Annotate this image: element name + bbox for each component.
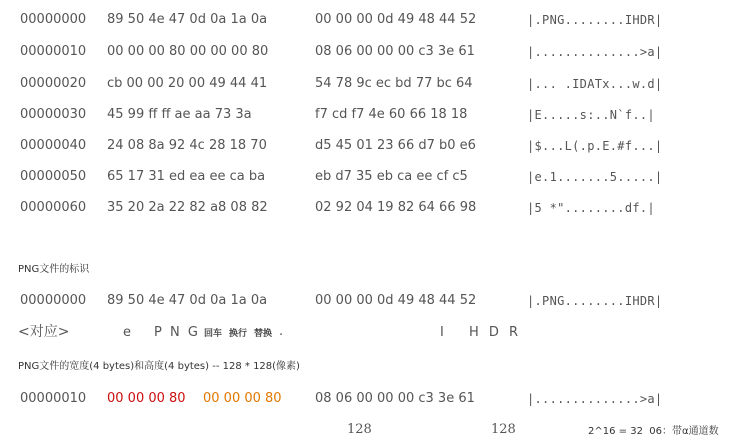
ascii-column: |5 *"........df.| xyxy=(527,201,655,215)
dump-row xyxy=(0,42,740,62)
offset: 00000000 xyxy=(20,12,87,27)
hex-group-2: 02 92 04 19 82 64 66 98 xyxy=(315,200,477,215)
hex-group-2: eb d7 35 eb ca ee cf c5 xyxy=(315,169,468,184)
offset: 00000000 xyxy=(20,293,87,308)
signature-row xyxy=(0,291,740,311)
ascii-column: |E.....s:..N`f..| xyxy=(527,108,655,122)
width-value: 128 xyxy=(347,422,372,437)
mapping-dot: . xyxy=(279,324,284,339)
hex-group-1: 89 50 4e 47 0d 0a 1a 0a xyxy=(107,12,268,27)
width-bytes: 00 00 00 80 xyxy=(107,391,186,406)
section-label-dimensions: PNG文件的宽度(4 bytes)和高度(4 bytes) -- 128 * 128(像素) xyxy=(18,361,300,372)
mapping-e: e xyxy=(123,325,131,340)
hex-group-2: f7 cd f7 4e 60 66 18 18 xyxy=(315,107,468,122)
dump-row xyxy=(0,167,740,187)
offset: 00000020 xyxy=(20,76,87,91)
dimensions-row xyxy=(0,389,740,409)
ascii-column: |.PNG........IHDR| xyxy=(527,13,663,27)
hex-group-1: 89 50 4e 47 0d 0a 1a 0a xyxy=(107,293,268,308)
mapping-label: <对应> xyxy=(18,324,70,340)
ascii-column: |..............>a| xyxy=(527,392,663,406)
ascii-column: |e.1.......5.....| xyxy=(527,170,663,184)
hex-group-1: 00 00 00 80 00 00 00 80 xyxy=(107,44,269,59)
ascii-column: |..............>a| xyxy=(527,45,663,59)
hex-group-1: 45 99 ff ff ae aa 73 3a xyxy=(107,107,252,122)
offset: 00000010 xyxy=(20,44,87,59)
mapping-png: P N G xyxy=(154,325,200,340)
mapping-sub: 替换 xyxy=(254,329,273,339)
hex-group-2: 00 00 00 0d 49 48 44 52 xyxy=(315,293,477,308)
hex-group-1: 35 20 2a 22 82 a8 08 82 xyxy=(107,200,268,215)
ascii-column: |$...L(.p.E.#f...| xyxy=(527,139,663,153)
hex-group-1: 24 08 8a 92 4c 28 18 70 xyxy=(107,138,267,153)
dump-row xyxy=(0,74,740,94)
offset: 00000050 xyxy=(20,169,87,184)
hex-group-1: cb 00 00 20 00 49 44 41 xyxy=(107,76,268,91)
hex-group-2: 08 06 00 00 00 c3 3e 61 xyxy=(315,44,475,59)
ascii-column: |... .IDATx...w.d| xyxy=(527,77,663,91)
offset: 00000060 xyxy=(20,200,87,215)
mapping-i: I xyxy=(440,325,444,340)
dump-row xyxy=(0,10,740,30)
dump-row xyxy=(0,105,740,125)
height-value: 128 xyxy=(491,422,516,437)
mapping-hdr: H D R xyxy=(469,325,522,340)
ascii-column: |.PNG........IHDR| xyxy=(527,294,663,308)
height-bytes: 00 00 00 80 xyxy=(203,391,282,406)
mapping-cr: 回车 xyxy=(204,329,223,339)
section-label-signature: PNG文件的标识 xyxy=(18,264,90,275)
mapping-lf: 换行 xyxy=(229,329,248,339)
hex-group-2: d5 45 01 23 66 d7 b0 e6 xyxy=(315,138,476,153)
hex-group-2: 54 78 9c ec bd 77 bc 64 xyxy=(315,76,473,91)
offset: 00000040 xyxy=(20,138,87,153)
hex-group-1: 65 17 31 ed ea ee ca ba xyxy=(107,169,266,184)
dump-row xyxy=(0,198,740,218)
bit-depth-note: 2^16 = 32 06：带α通道数 xyxy=(588,426,719,437)
offset: 00000010 xyxy=(20,391,87,406)
dump-row xyxy=(0,136,740,156)
hex-group-2: 08 06 00 00 00 c3 3e 61 xyxy=(315,391,475,406)
offset: 00000030 xyxy=(20,107,87,122)
hex-group-2: 00 00 00 0d 49 48 44 52 xyxy=(315,12,477,27)
